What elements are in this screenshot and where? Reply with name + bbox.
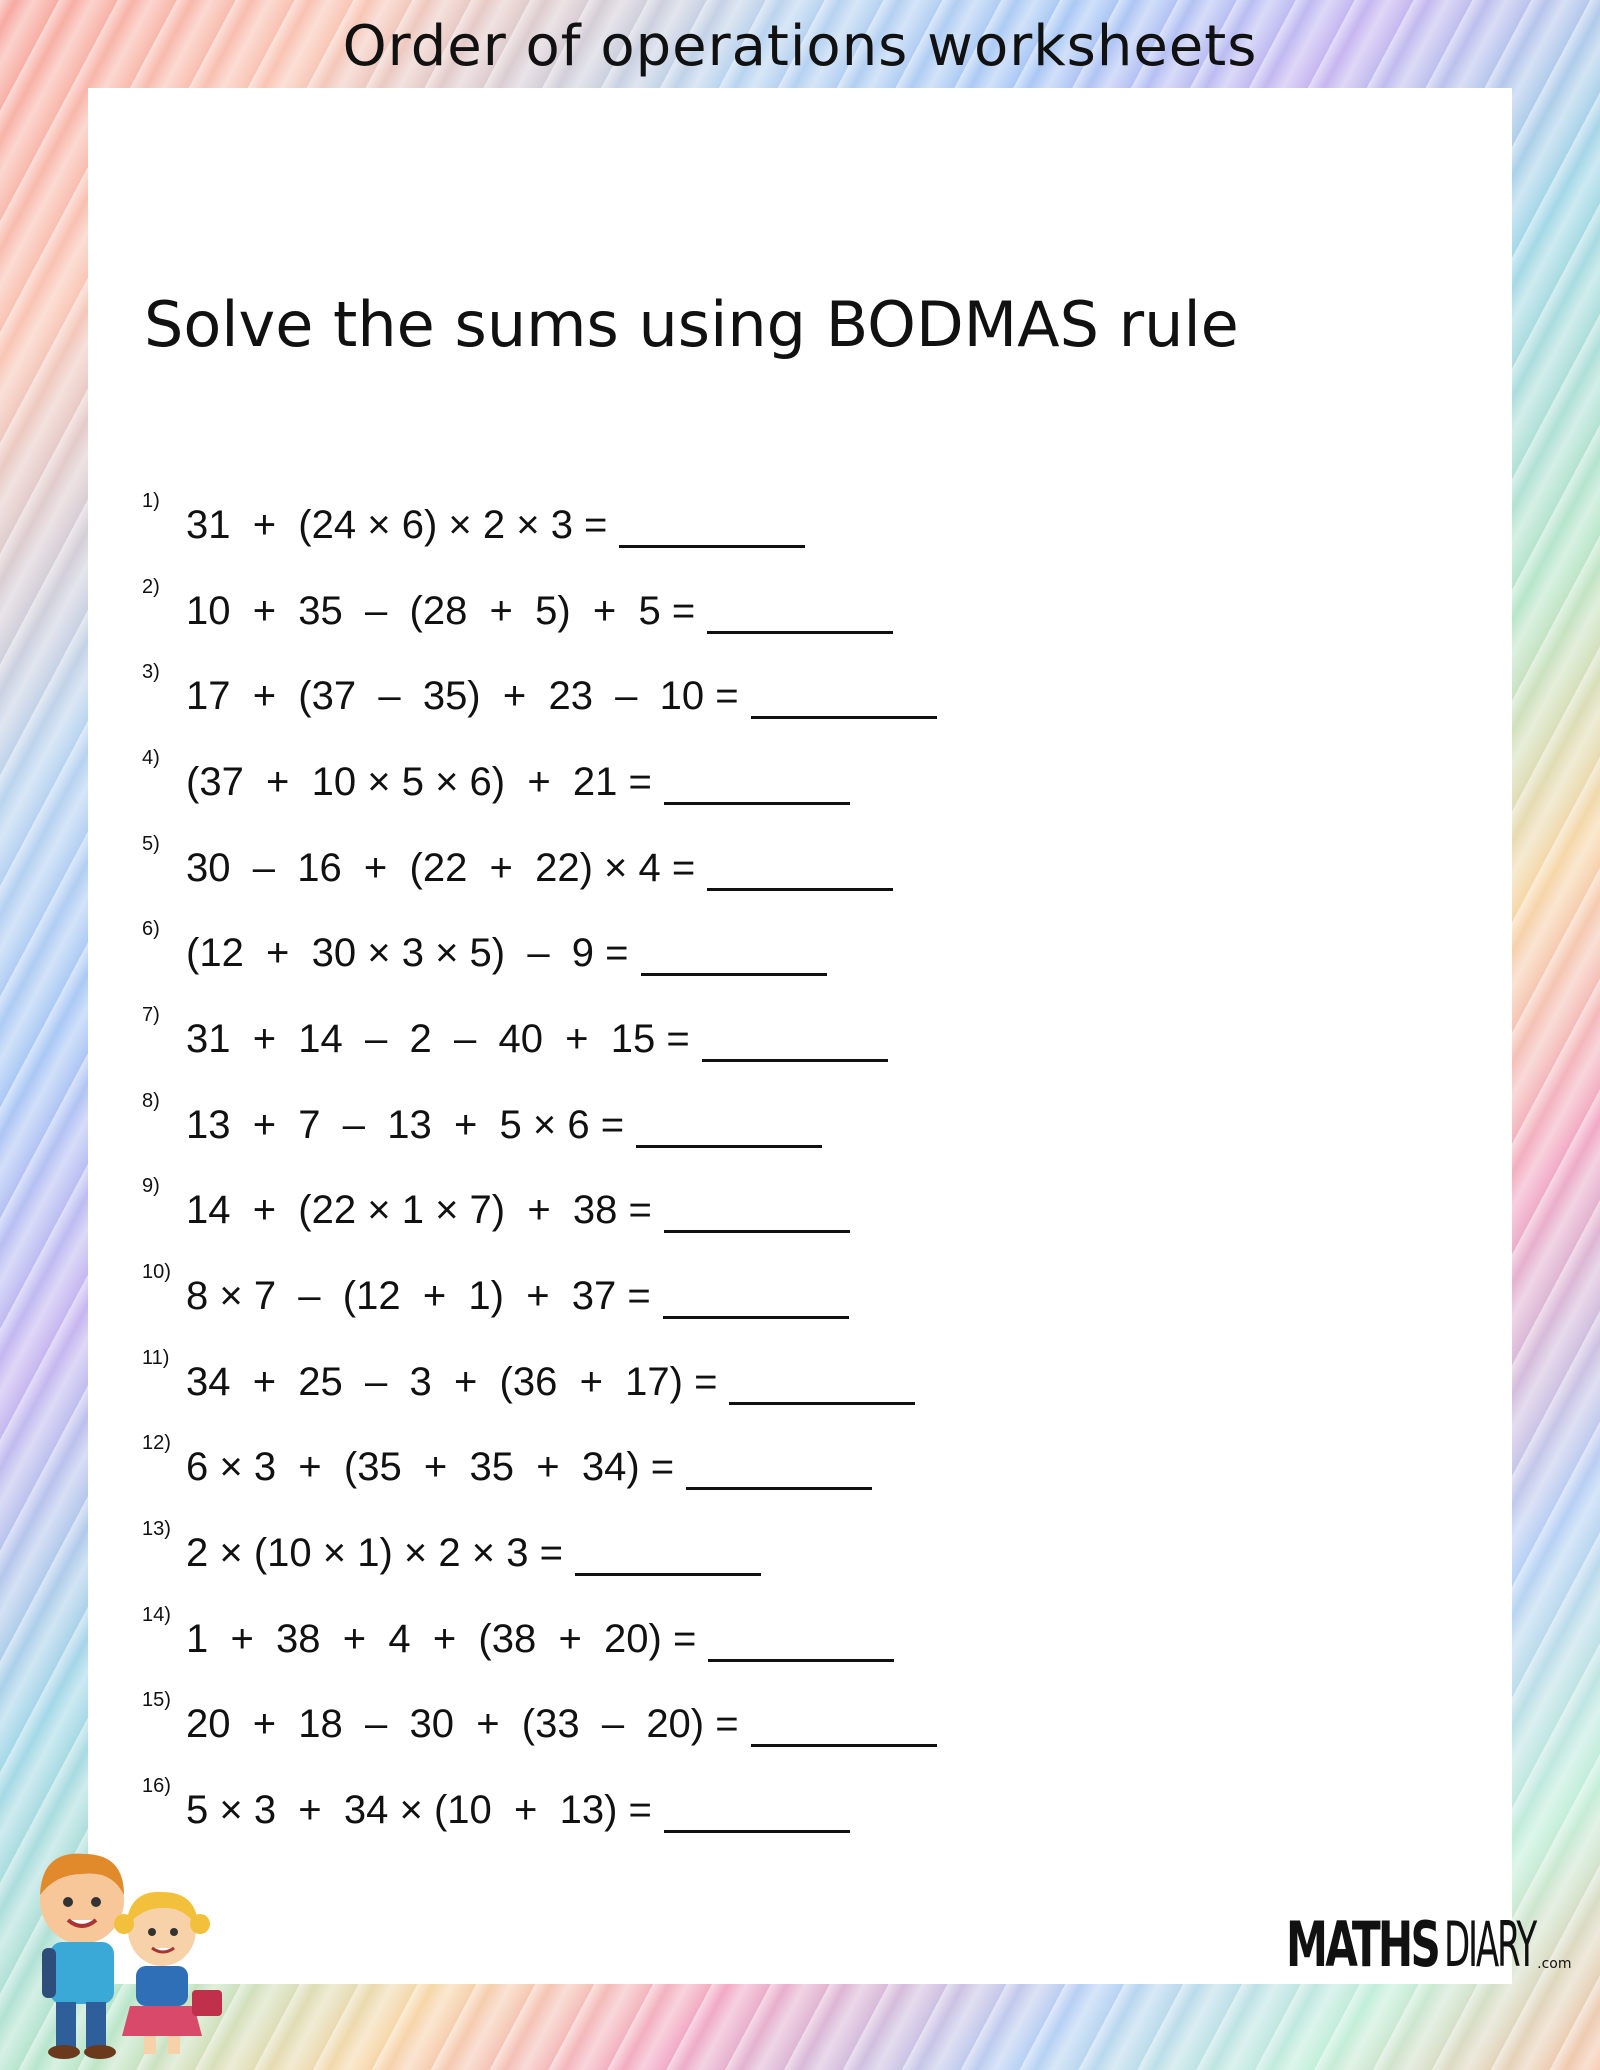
logo-com-text: .com bbox=[1537, 1956, 1572, 1972]
problem-number: 15) bbox=[142, 1689, 171, 1711]
problem-number: 14) bbox=[142, 1604, 171, 1626]
answer-blank[interactable] bbox=[751, 1714, 937, 1747]
answer-blank[interactable] bbox=[707, 601, 893, 634]
worksheet-sheet bbox=[88, 88, 1512, 1984]
problem-item bbox=[142, 1602, 894, 1662]
answer-blank[interactable] bbox=[664, 772, 850, 805]
problem-number: 11) bbox=[142, 1347, 170, 1369]
answer-blank[interactable] bbox=[708, 1629, 894, 1662]
problem-item bbox=[142, 659, 937, 719]
problem-expression: 6 × 3 + (35 + 35 + 34) = bbox=[186, 1445, 675, 1489]
problem-expression: 17 + (37 – 35) + 23 – 10 = bbox=[186, 674, 739, 718]
answer-blank[interactable] bbox=[729, 1372, 915, 1405]
problem-expression: 20 + 18 – 30 + (33 – 20) = bbox=[186, 1702, 739, 1746]
instruction-heading: Solve the sums using BODMAS rule bbox=[144, 288, 1239, 361]
problem-expression: 13 + 7 – 13 + 5 × 6 = bbox=[186, 1103, 625, 1147]
answer-blank[interactable] bbox=[663, 1286, 849, 1319]
problem-number: 4) bbox=[142, 747, 160, 769]
problem-number: 6) bbox=[142, 918, 160, 940]
problem-expression: 30 – 16 + (22 + 22) × 4 = bbox=[186, 846, 696, 890]
answer-blank[interactable] bbox=[619, 515, 805, 548]
problem-expression: 1 + 38 + 4 + (38 + 20) = bbox=[186, 1617, 697, 1661]
answer-blank[interactable] bbox=[707, 858, 893, 891]
problem-expression: 14 + (22 × 1 × 7) + 38 = bbox=[186, 1188, 652, 1232]
answer-blank[interactable] bbox=[641, 943, 827, 976]
answer-blank[interactable] bbox=[664, 1800, 850, 1833]
problem-expression: 34 + 25 – 3 + (36 + 17) = bbox=[186, 1360, 718, 1404]
problem-item bbox=[142, 1173, 850, 1233]
problem-number: 2) bbox=[142, 576, 160, 598]
problem-number: 3) bbox=[142, 661, 160, 683]
problem-item bbox=[142, 831, 893, 891]
page-title: Order of operations worksheets bbox=[342, 14, 1258, 79]
problem-item bbox=[142, 574, 893, 634]
problem-item bbox=[142, 1345, 915, 1405]
problem-expression: 5 × 3 + 34 × (10 + 13) = bbox=[186, 1788, 652, 1832]
problem-number: 12) bbox=[142, 1432, 171, 1454]
kids-icon bbox=[12, 1840, 242, 2060]
problem-item bbox=[142, 1002, 888, 1062]
problem-number: 13) bbox=[142, 1518, 171, 1540]
problem-expression: 31 + 14 – 2 – 40 + 15 = bbox=[186, 1017, 690, 1061]
answer-blank[interactable] bbox=[664, 1200, 850, 1233]
mathsdiary-logo bbox=[1286, 1908, 1572, 1981]
problem-item bbox=[142, 1773, 850, 1833]
problem-expression: (37 + 10 × 5 × 6) + 21 = bbox=[186, 760, 652, 804]
problem-number: 16) bbox=[142, 1775, 171, 1797]
problem-expression: 31 + (24 × 6) × 2 × 3 = bbox=[186, 503, 608, 547]
answer-blank[interactable] bbox=[575, 1543, 761, 1576]
problem-item bbox=[142, 1687, 937, 1747]
kids-illustration bbox=[12, 1840, 242, 2060]
problem-item bbox=[142, 916, 827, 976]
problem-expression: 8 × 7 – (12 + 1) + 37 = bbox=[186, 1274, 651, 1318]
problem-number: 7) bbox=[142, 1004, 160, 1026]
problem-item bbox=[142, 1516, 761, 1576]
problem-expression: 10 + 35 – (28 + 5) + 5 = bbox=[186, 589, 696, 633]
answer-blank[interactable] bbox=[636, 1115, 822, 1148]
problem-number: 9) bbox=[142, 1175, 160, 1197]
problem-item bbox=[142, 1088, 822, 1148]
logo-diary-text: DIARY bbox=[1443, 1908, 1535, 1981]
problem-number: 10) bbox=[142, 1261, 171, 1283]
problem-number: 8) bbox=[142, 1090, 160, 1112]
problem-item bbox=[142, 1430, 872, 1490]
answer-blank[interactable] bbox=[686, 1457, 872, 1490]
problem-expression: (12 + 30 × 3 × 5) – 9 = bbox=[186, 931, 629, 975]
problem-number: 1) bbox=[142, 490, 160, 512]
problem-item bbox=[142, 1259, 849, 1319]
problem-expression: 2 × (10 × 1) × 2 × 3 = bbox=[186, 1531, 563, 1575]
problem-item bbox=[142, 488, 805, 548]
problem-item bbox=[142, 745, 850, 805]
answer-blank[interactable] bbox=[702, 1029, 888, 1062]
problem-number: 5) bbox=[142, 833, 160, 855]
answer-blank[interactable] bbox=[751, 686, 937, 719]
logo-maths-text: MATHS bbox=[1286, 1908, 1439, 1981]
